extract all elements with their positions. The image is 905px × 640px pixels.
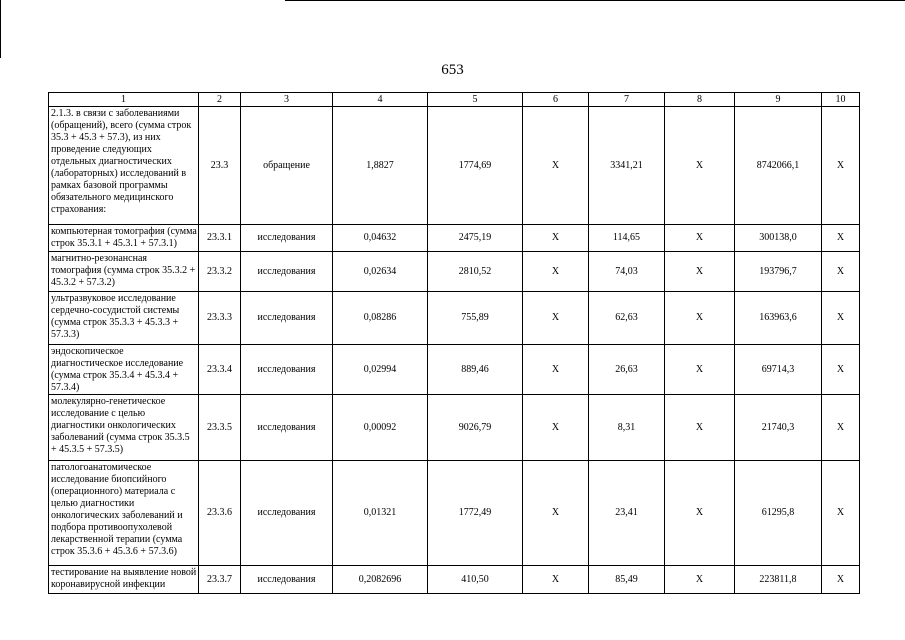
row-unit: исследования	[241, 566, 333, 594]
cell-col8: X	[665, 395, 735, 461]
row-name: 2.1.3. в связи с заболеваниями (обращений), всего (сумма строк 35.3 + 45.3 + 57.3), из них проведение следующих отдельных диагностических (лабораторных) исследований в рамках базовой программы обязательного медицинского страхования:	[49, 107, 199, 225]
cell-col4: 0,2082696	[333, 566, 428, 594]
cell-col10: X	[822, 345, 860, 395]
cell-col7: 26,63	[589, 345, 665, 395]
column-header: 1	[49, 93, 199, 107]
column-header: 3	[241, 93, 333, 107]
top-border-line	[285, 0, 905, 1]
cell-col8: X	[665, 461, 735, 566]
cell-col4: 0,00092	[333, 395, 428, 461]
cell-col7: 62,63	[589, 292, 665, 345]
cell-col9: 21740,3	[735, 395, 822, 461]
table-row	[49, 566, 860, 594]
row-code: 23.3.4	[199, 345, 241, 395]
row-name: компьютерная томография (сумма строк 35.3.1 + 45.3.1 + 57.3.1)	[49, 225, 199, 252]
cell-col8: X	[665, 566, 735, 594]
cell-col4: 0,08286	[333, 292, 428, 345]
cell-col4: 0,04632	[333, 225, 428, 252]
row-name: молекулярно-генетическое исследование с целью диагностики онкологических заболеваний (сумма строк 35.3.5 + 45.3.5 + 57.3.5)	[49, 395, 199, 461]
page-number: 653	[441, 62, 464, 78]
cell-col7: 8,31	[589, 395, 665, 461]
row-name: магнитно-резонансная томография (сумма строк 35.3.2 + 45.3.2 + 57.3.2)	[49, 252, 199, 292]
row-name: тестирование на выявление новой коронавирусной инфекции	[49, 566, 199, 594]
cell-col4: 1,8827	[333, 107, 428, 225]
cell-col4: 0,02994	[333, 345, 428, 395]
table-row	[49, 252, 860, 292]
row-unit: исследования	[241, 345, 333, 395]
cell-col5: 2810,52	[428, 252, 523, 292]
cell-col6: X	[523, 292, 589, 345]
cell-col9: 69714,3	[735, 345, 822, 395]
cell-col7: 85,49	[589, 566, 665, 594]
row-unit: обращение	[241, 107, 333, 225]
column-header: 9	[735, 93, 822, 107]
cell-col5: 410,50	[428, 566, 523, 594]
row-unit: исследования	[241, 395, 333, 461]
row-code: 23.3.7	[199, 566, 241, 594]
cell-col4: 0,01321	[333, 461, 428, 566]
table-row	[49, 461, 860, 566]
cell-col6: X	[523, 395, 589, 461]
cell-col5: 2475,19	[428, 225, 523, 252]
data-table	[48, 92, 860, 594]
cell-col6: X	[523, 345, 589, 395]
table-row	[49, 345, 860, 395]
cell-col5: 1772,49	[428, 461, 523, 566]
cell-col10: X	[822, 292, 860, 345]
cell-col9: 8742066,1	[735, 107, 822, 225]
cell-col6: X	[523, 225, 589, 252]
row-code: 23.3.3	[199, 292, 241, 345]
row-code: 23.3.6	[199, 461, 241, 566]
cell-col7: 3341,21	[589, 107, 665, 225]
cell-col10: X	[822, 107, 860, 225]
cell-col8: X	[665, 225, 735, 252]
row-code: 23.3.1	[199, 225, 241, 252]
row-name: патологоанатомическое исследование биопсийного (операционного) материала с целью диагностики онкологических заболеваний и подбора противоопухолевой лекарственной терапии (сумма строк 35.3.6 + 45.3.6 + 57.3.6)	[49, 461, 199, 566]
cell-col9: 300138,0	[735, 225, 822, 252]
column-header: 5	[428, 93, 523, 107]
cell-col6: X	[523, 252, 589, 292]
row-code: 23.3	[199, 107, 241, 225]
cell-col8: X	[665, 345, 735, 395]
row-unit: исследования	[241, 461, 333, 566]
row-unit: исследования	[241, 252, 333, 292]
column-header: 10	[822, 93, 860, 107]
column-header: 6	[523, 93, 589, 107]
cell-col7: 23,41	[589, 461, 665, 566]
row-code: 23.3.5	[199, 395, 241, 461]
cell-col7: 114,65	[589, 225, 665, 252]
table-row	[49, 395, 860, 461]
cell-col10: X	[822, 225, 860, 252]
table-header-row	[49, 93, 860, 107]
cell-col9: 163963,6	[735, 292, 822, 345]
column-header: 8	[665, 93, 735, 107]
table-row	[49, 292, 860, 345]
cell-col6: X	[523, 566, 589, 594]
cell-col9: 61295,8	[735, 461, 822, 566]
cell-col10: X	[822, 461, 860, 566]
row-name: эндоскопическое диагностическое исследование (сумма строк 35.3.4 + 45.3.4 + 57.3.4)	[49, 345, 199, 395]
cell-col5: 889,46	[428, 345, 523, 395]
row-code: 23.3.2	[199, 252, 241, 292]
cell-col8: X	[665, 252, 735, 292]
column-header: 2	[199, 93, 241, 107]
table-row	[49, 107, 860, 225]
column-header: 7	[589, 93, 665, 107]
cell-col6: X	[523, 461, 589, 566]
left-border-line	[0, 0, 1, 58]
cell-col5: 1774,69	[428, 107, 523, 225]
cell-col9: 223811,8	[735, 566, 822, 594]
cell-col10: X	[822, 395, 860, 461]
cell-col10: X	[822, 566, 860, 594]
row-unit: исследования	[241, 292, 333, 345]
cell-col4: 0,02634	[333, 252, 428, 292]
cell-col5: 755,89	[428, 292, 523, 345]
cell-col9: 193796,7	[735, 252, 822, 292]
row-unit: исследования	[241, 225, 333, 252]
cell-col5: 9026,79	[428, 395, 523, 461]
cell-col7: 74,03	[589, 252, 665, 292]
row-name: ультразвуковое исследование сердечно-сосудистой системы (сумма строк 35.3.3 + 45.3.3 + 57.3.3)	[49, 292, 199, 345]
cell-col8: X	[665, 107, 735, 225]
cell-col8: X	[665, 292, 735, 345]
column-header: 4	[333, 93, 428, 107]
cell-col10: X	[822, 252, 860, 292]
cell-col6: X	[523, 107, 589, 225]
table-row	[49, 225, 860, 252]
